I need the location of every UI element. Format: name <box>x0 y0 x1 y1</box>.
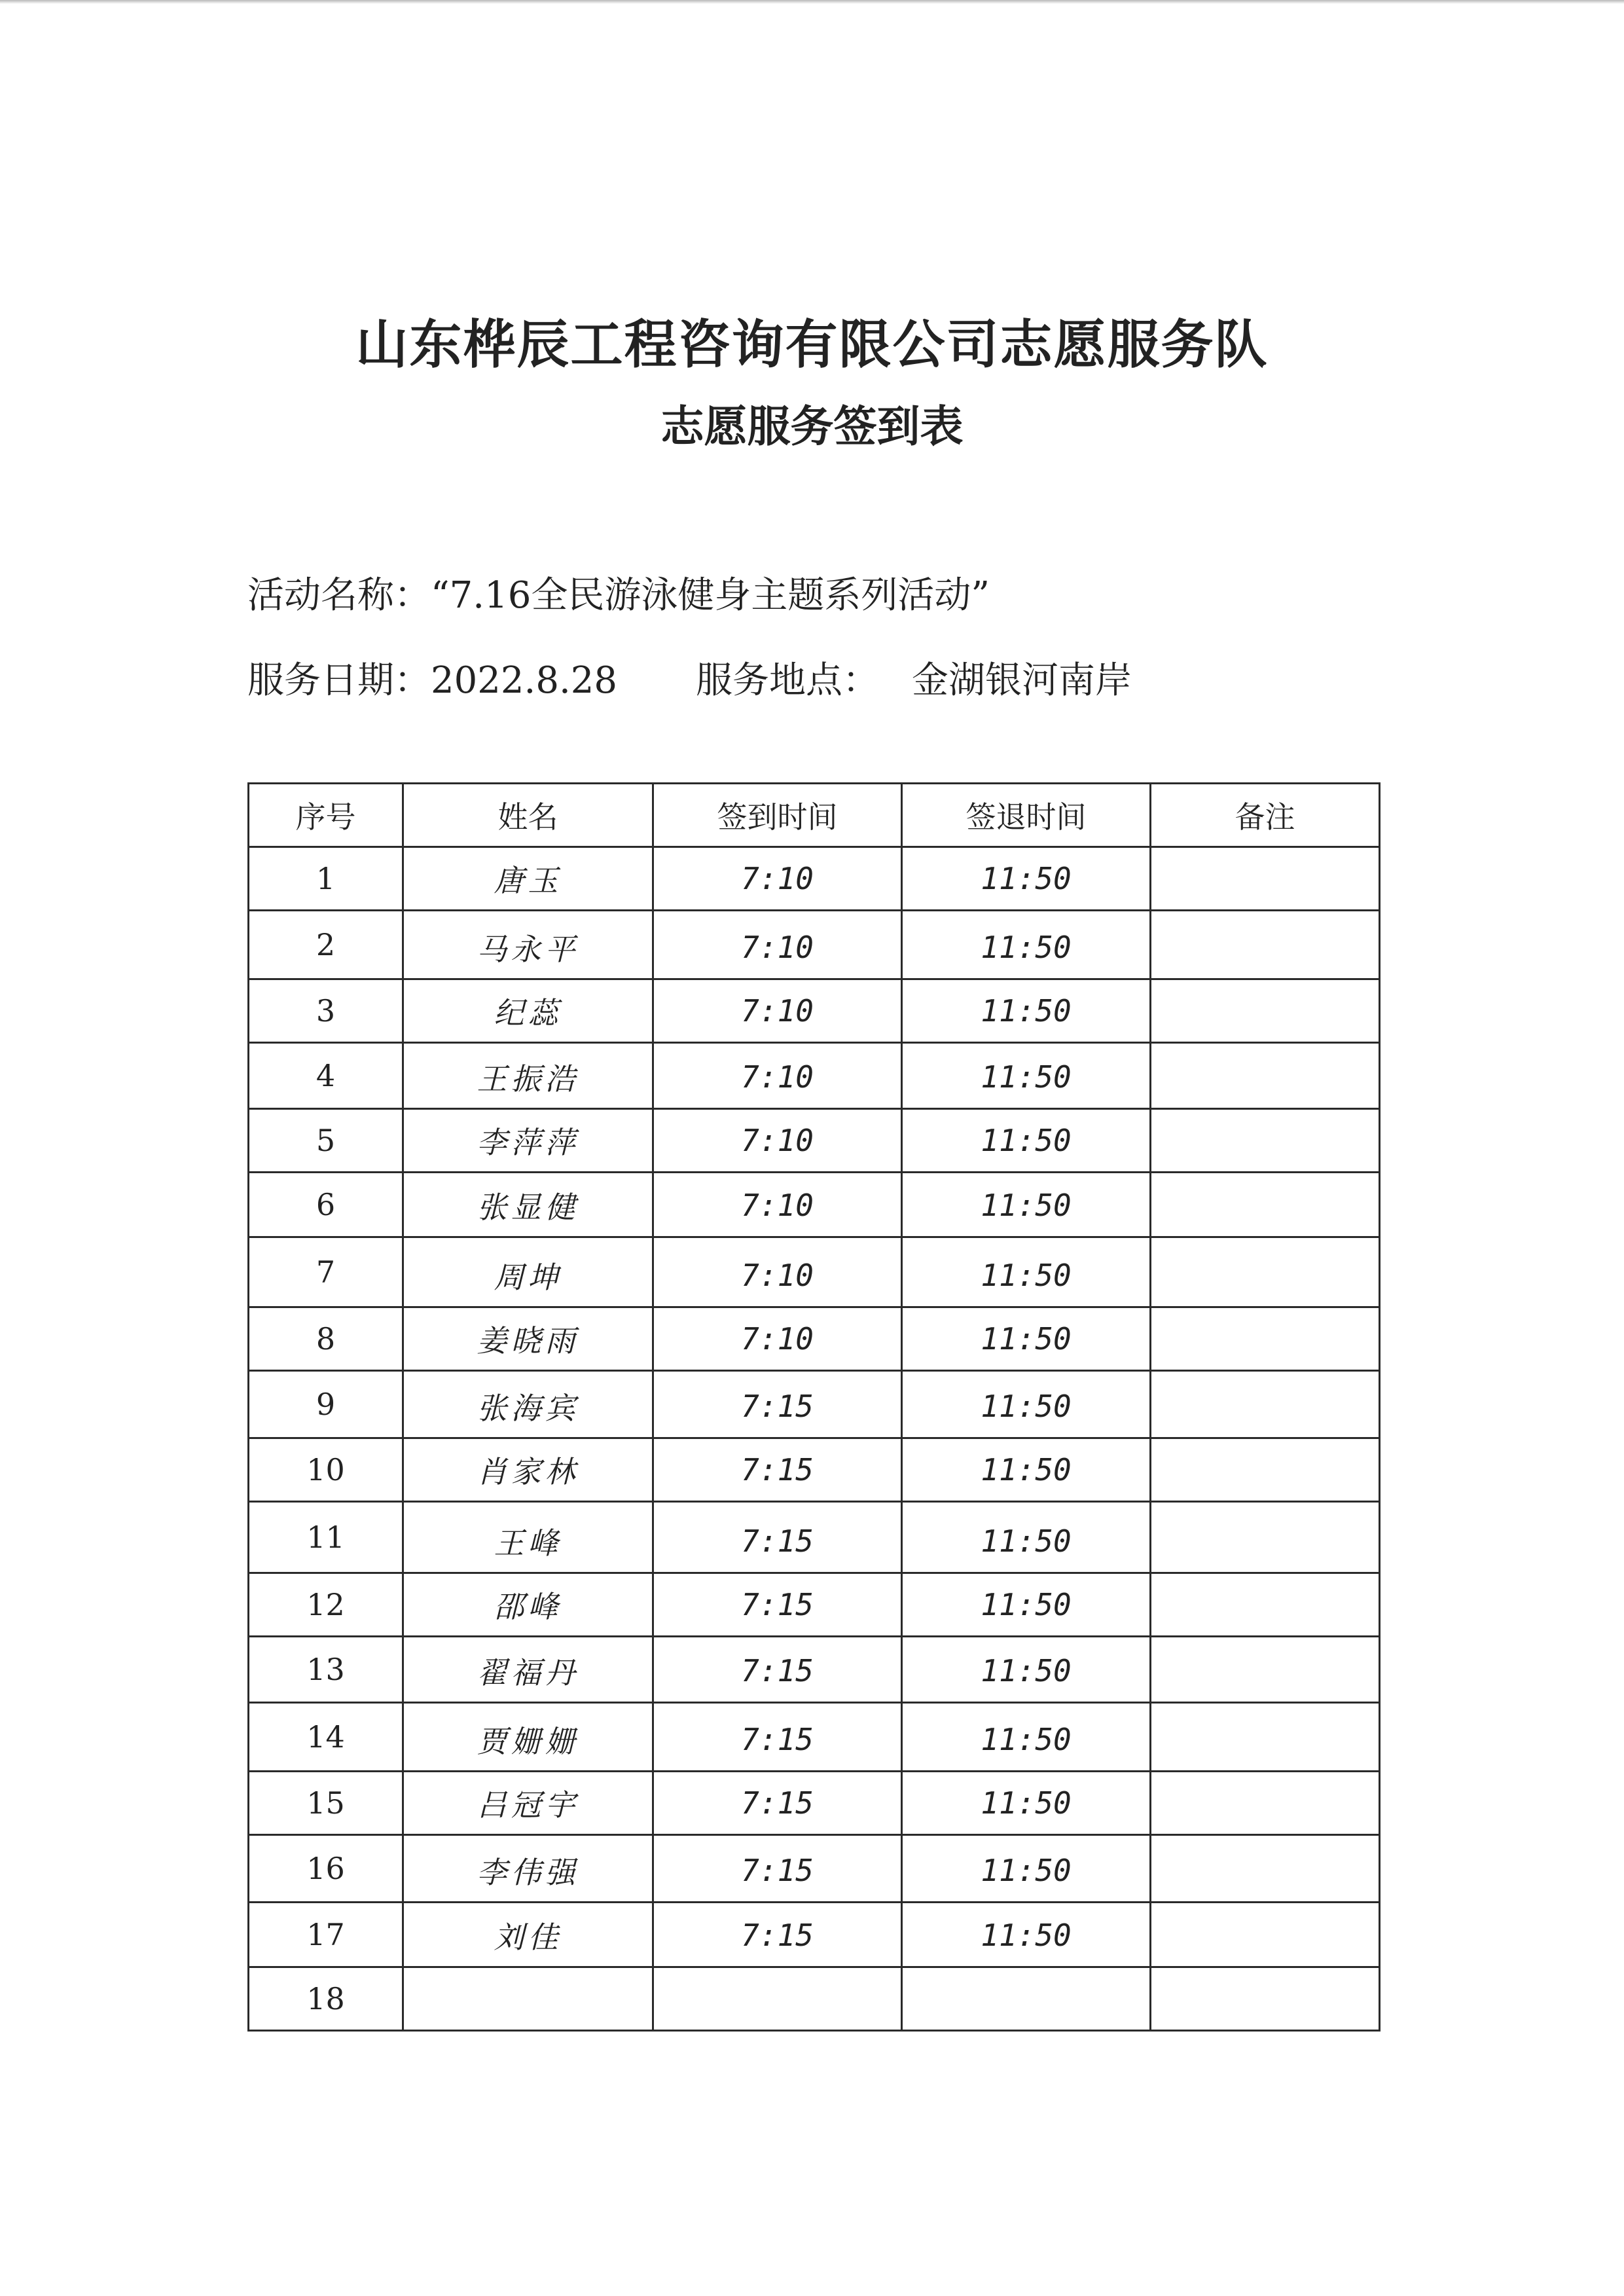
row-number: 9 <box>249 1371 403 1438</box>
sign-in-time: 7:10 <box>653 1237 902 1307</box>
signature-name: 纪蕊 <box>403 979 653 1043</box>
signature-name: 马永平 <box>403 911 653 979</box>
table-body <box>249 847 1380 2031</box>
remarks-cell <box>1151 1637 1380 1703</box>
sign-in-time: 7:15 <box>653 1703 902 1772</box>
sign-out-time: 11:50 <box>902 1109 1151 1173</box>
table-row <box>249 1109 1380 1173</box>
signature-name: 张海宾 <box>403 1371 653 1438</box>
document-subtitle: 志愿服务签到表 <box>660 401 964 452</box>
sign-in-time: 7:10 <box>653 911 902 979</box>
remarks-cell <box>1151 1109 1380 1173</box>
table-row <box>249 1967 1380 2031</box>
sign-in-time: 7:10 <box>653 1307 902 1371</box>
table-row <box>249 1903 1380 1967</box>
sign-in-time: 7:10 <box>653 1109 902 1173</box>
table-row <box>249 847 1380 911</box>
remarks-cell <box>1151 847 1380 911</box>
sign-in-time: 7:15 <box>653 1772 902 1835</box>
signature-name: 张显健 <box>403 1173 653 1237</box>
table-row <box>249 1371 1380 1438</box>
signature-name <box>403 1967 653 2031</box>
table-row <box>249 1307 1380 1371</box>
remarks-cell <box>1151 1703 1380 1772</box>
row-number: 16 <box>249 1835 403 1903</box>
remarks-cell <box>1151 1043 1380 1109</box>
sign-in-time: 7:10 <box>653 1043 902 1109</box>
sign-out-time: 11:50 <box>902 1173 1151 1237</box>
remarks-cell <box>1151 1237 1380 1307</box>
table-row <box>249 1173 1380 1237</box>
sign-in-time: 7:15 <box>653 1573 902 1637</box>
row-number: 17 <box>249 1903 403 1967</box>
row-number: 3 <box>249 979 403 1043</box>
table-row <box>249 1502 1380 1573</box>
remarks-cell <box>1151 1438 1380 1502</box>
table-header-row <box>249 784 1380 847</box>
row-number: 2 <box>249 911 403 979</box>
sign-in-time: 7:15 <box>653 1637 902 1703</box>
row-number: 1 <box>249 847 403 911</box>
remarks-cell <box>1151 979 1380 1043</box>
remarks-cell <box>1151 1967 1380 2031</box>
table-row <box>249 1703 1380 1772</box>
row-number: 8 <box>249 1307 403 1371</box>
row-number: 14 <box>249 1703 403 1772</box>
table-row <box>249 1835 1380 1903</box>
sign-out-time: 11:50 <box>902 1903 1151 1967</box>
row-number: 13 <box>249 1637 403 1703</box>
sign-out-time: 11:50 <box>902 1637 1151 1703</box>
activity-line <box>247 566 990 619</box>
signature-name: 刘佳 <box>403 1903 653 1967</box>
sign-out-time: 11:50 <box>902 1772 1151 1835</box>
sign-in-time: 7:15 <box>653 1371 902 1438</box>
remarks-cell <box>1151 1835 1380 1903</box>
signature-name: 王峰 <box>403 1502 653 1573</box>
header-sign-out: 签退时间 <box>902 784 1151 847</box>
table-row <box>249 1043 1380 1109</box>
signature-name: 唐玉 <box>403 847 653 911</box>
sign-out-time: 11:50 <box>902 1835 1151 1903</box>
header-name: 姓名 <box>403 784 653 847</box>
signature-name: 姜晓雨 <box>403 1307 653 1371</box>
sign-out-time: 11:50 <box>902 1573 1151 1637</box>
signature-name: 吕冠宇 <box>403 1772 653 1835</box>
remarks-cell <box>1151 1573 1380 1637</box>
activity-name: “7.16全民游泳健身主题系列活动” <box>431 574 990 617</box>
scan-edge <box>0 0 1624 4</box>
sign-in-time: 7:15 <box>653 1438 902 1502</box>
table-row <box>249 1573 1380 1637</box>
row-number: 4 <box>249 1043 403 1109</box>
sign-in-time <box>653 1967 902 2031</box>
sign-out-time: 11:50 <box>902 847 1151 911</box>
signature-name: 李萍萍 <box>403 1109 653 1173</box>
sign-in-time: 7:10 <box>653 1173 902 1237</box>
remarks-cell <box>1151 911 1380 979</box>
remarks-cell <box>1151 1502 1380 1573</box>
table-row <box>249 979 1380 1043</box>
remarks-cell <box>1151 1307 1380 1371</box>
header-no: 序号 <box>249 784 403 847</box>
row-number: 12 <box>249 1573 403 1637</box>
remarks-cell <box>1151 1772 1380 1835</box>
sign-out-time: 11:50 <box>902 1371 1151 1438</box>
table-row <box>249 1637 1380 1703</box>
sign-out-time: 11:50 <box>902 979 1151 1043</box>
sign-out-time: 11:50 <box>902 1703 1151 1772</box>
signature-name: 贾姗姗 <box>403 1703 653 1772</box>
table-row <box>249 911 1380 979</box>
remarks-cell <box>1151 1903 1380 1967</box>
signature-name: 邵峰 <box>403 1573 653 1637</box>
signature-name: 翟福丹 <box>403 1637 653 1703</box>
sign-out-time: 11:50 <box>902 1438 1151 1502</box>
sign-in-time: 7:15 <box>653 1502 902 1573</box>
row-number: 5 <box>249 1109 403 1173</box>
sign-in-time: 7:10 <box>653 979 902 1043</box>
sign-in-time: 7:15 <box>653 1903 902 1967</box>
sign-out-time: 11:50 <box>902 1307 1151 1371</box>
remarks-cell <box>1151 1173 1380 1237</box>
row-number: 7 <box>249 1237 403 1307</box>
sign-out-time: 11:50 <box>902 1237 1151 1307</box>
signature-name: 周坤 <box>403 1237 653 1307</box>
signature-name: 肖家林 <box>403 1438 653 1502</box>
row-number: 15 <box>249 1772 403 1835</box>
row-number: 11 <box>249 1502 403 1573</box>
table-row <box>249 1237 1380 1307</box>
signature-name: 李伟强 <box>403 1835 653 1903</box>
place-label: 服务地点： <box>696 659 880 702</box>
sign-in-time: 7:10 <box>653 847 902 911</box>
header-sign-in: 签到时间 <box>653 784 902 847</box>
table-row <box>249 1438 1380 1502</box>
row-number: 18 <box>249 1967 403 2031</box>
sign-in-time: 7:15 <box>653 1835 902 1903</box>
sign-in-table <box>247 782 1380 2032</box>
signature-name: 王振浩 <box>403 1043 653 1109</box>
header-remarks: 备注 <box>1151 784 1380 847</box>
table-row <box>249 1772 1380 1835</box>
date-label: 服务日期： <box>247 659 431 702</box>
document-title: 山东桦辰工程咨询有限公司志愿服务队 <box>355 314 1269 375</box>
service-line <box>247 651 1132 704</box>
row-number: 10 <box>249 1438 403 1502</box>
sign-out-time: 11:50 <box>902 911 1151 979</box>
place-value: 金湖银河南岸 <box>912 659 1132 702</box>
row-number: 6 <box>249 1173 403 1237</box>
activity-label: 活动名称： <box>247 574 431 617</box>
sign-out-time <box>902 1967 1151 2031</box>
sign-out-time: 11:50 <box>902 1043 1151 1109</box>
date-value: 2022.8.28 <box>431 659 618 702</box>
remarks-cell <box>1151 1371 1380 1438</box>
sign-out-time: 11:50 <box>902 1502 1151 1573</box>
